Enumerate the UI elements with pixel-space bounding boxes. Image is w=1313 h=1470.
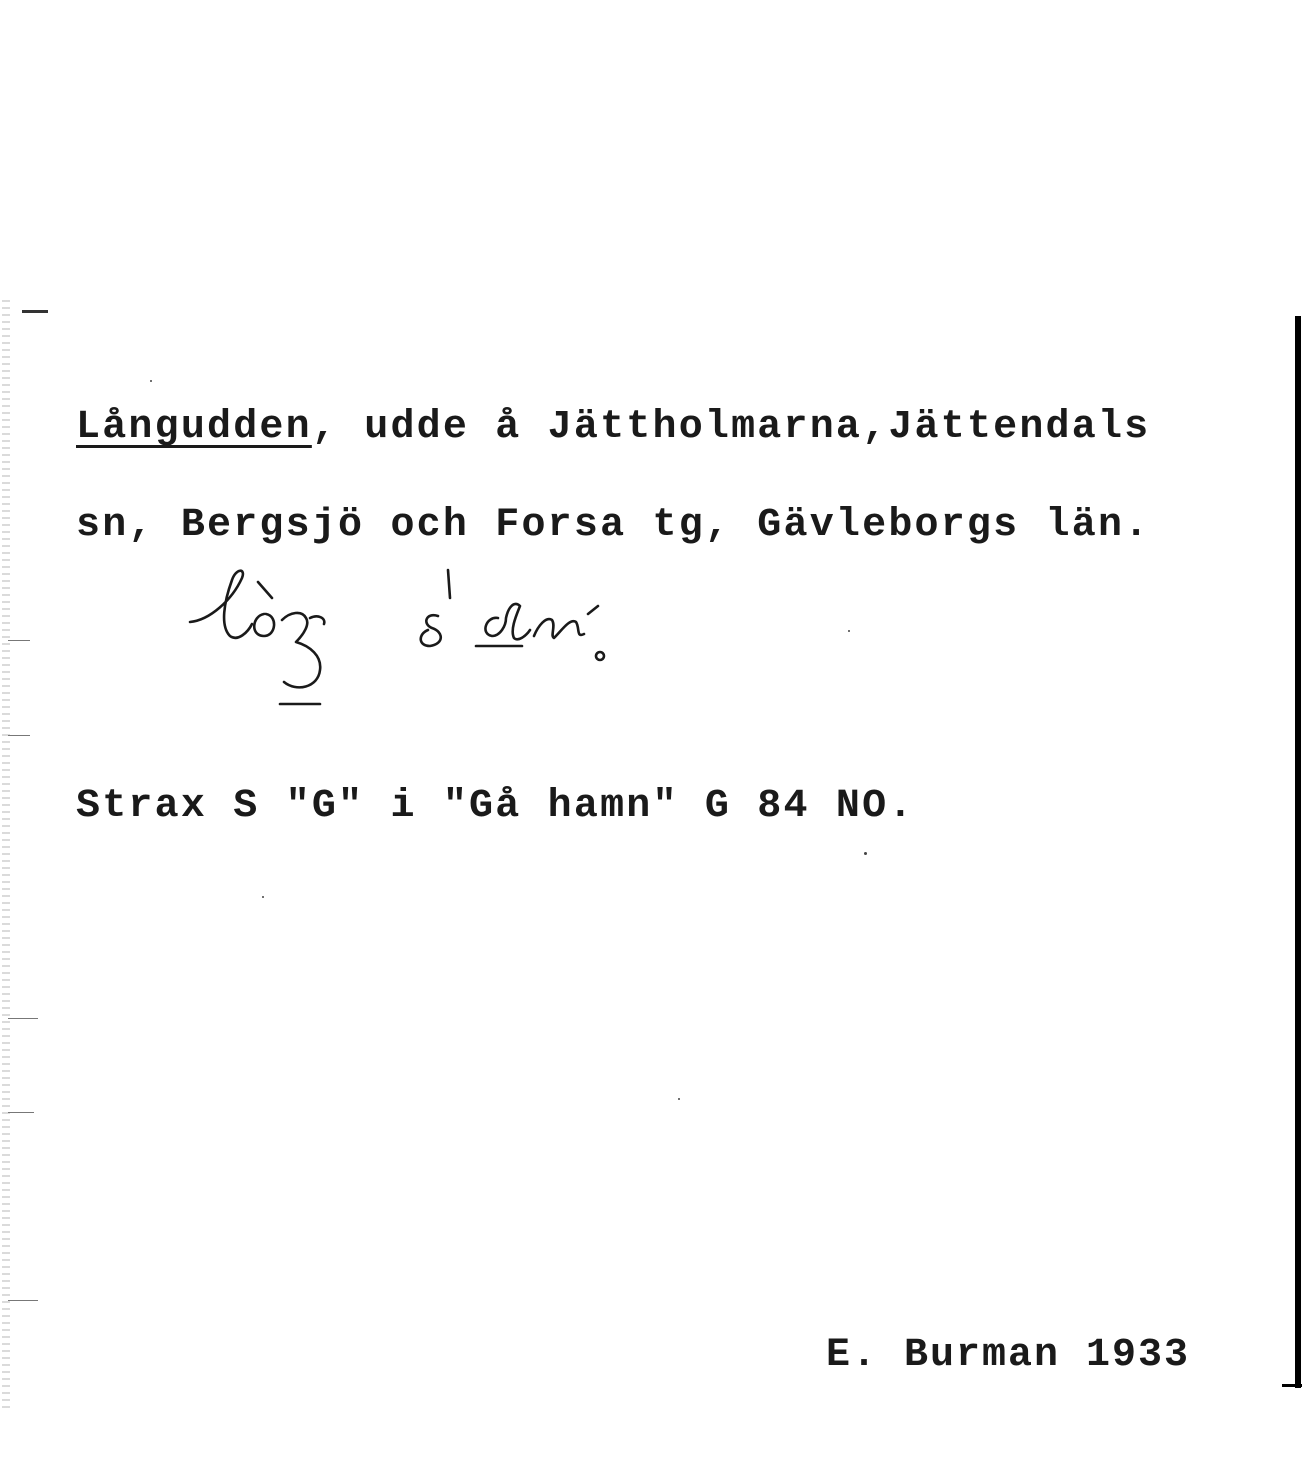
edge-tick (8, 1018, 38, 1019)
edge-tick (8, 735, 30, 736)
paper-speck (262, 896, 264, 898)
edge-tick (8, 640, 30, 641)
paper-speck (864, 852, 867, 855)
card-left-edge (2, 300, 10, 1410)
card-corner-mark (22, 310, 48, 313)
paper-speck (848, 630, 850, 632)
entry-line-3: Strax S "G" i "Gå hamn" G 84 NO. (76, 784, 915, 829)
card-right-edge (1295, 316, 1301, 1388)
signature: E. Burman 1933 (826, 1333, 1191, 1378)
edge-tick (8, 1112, 34, 1113)
headword: Långudden (76, 405, 312, 450)
handwritten-pronunciation (180, 560, 650, 720)
card-right-edge-foot (1282, 1384, 1302, 1387)
paper-speck (150, 380, 152, 382)
entry-line-1 (76, 404, 1150, 452)
entry-line-1-text: , udde å Jättholmarna,Jättendals (311, 405, 1151, 450)
paper-speck (678, 1098, 680, 1100)
entry-line-2: sn, Bergsjö och Forsa tg, Gävleborgs län. (76, 503, 1151, 548)
edge-tick (8, 1300, 38, 1301)
